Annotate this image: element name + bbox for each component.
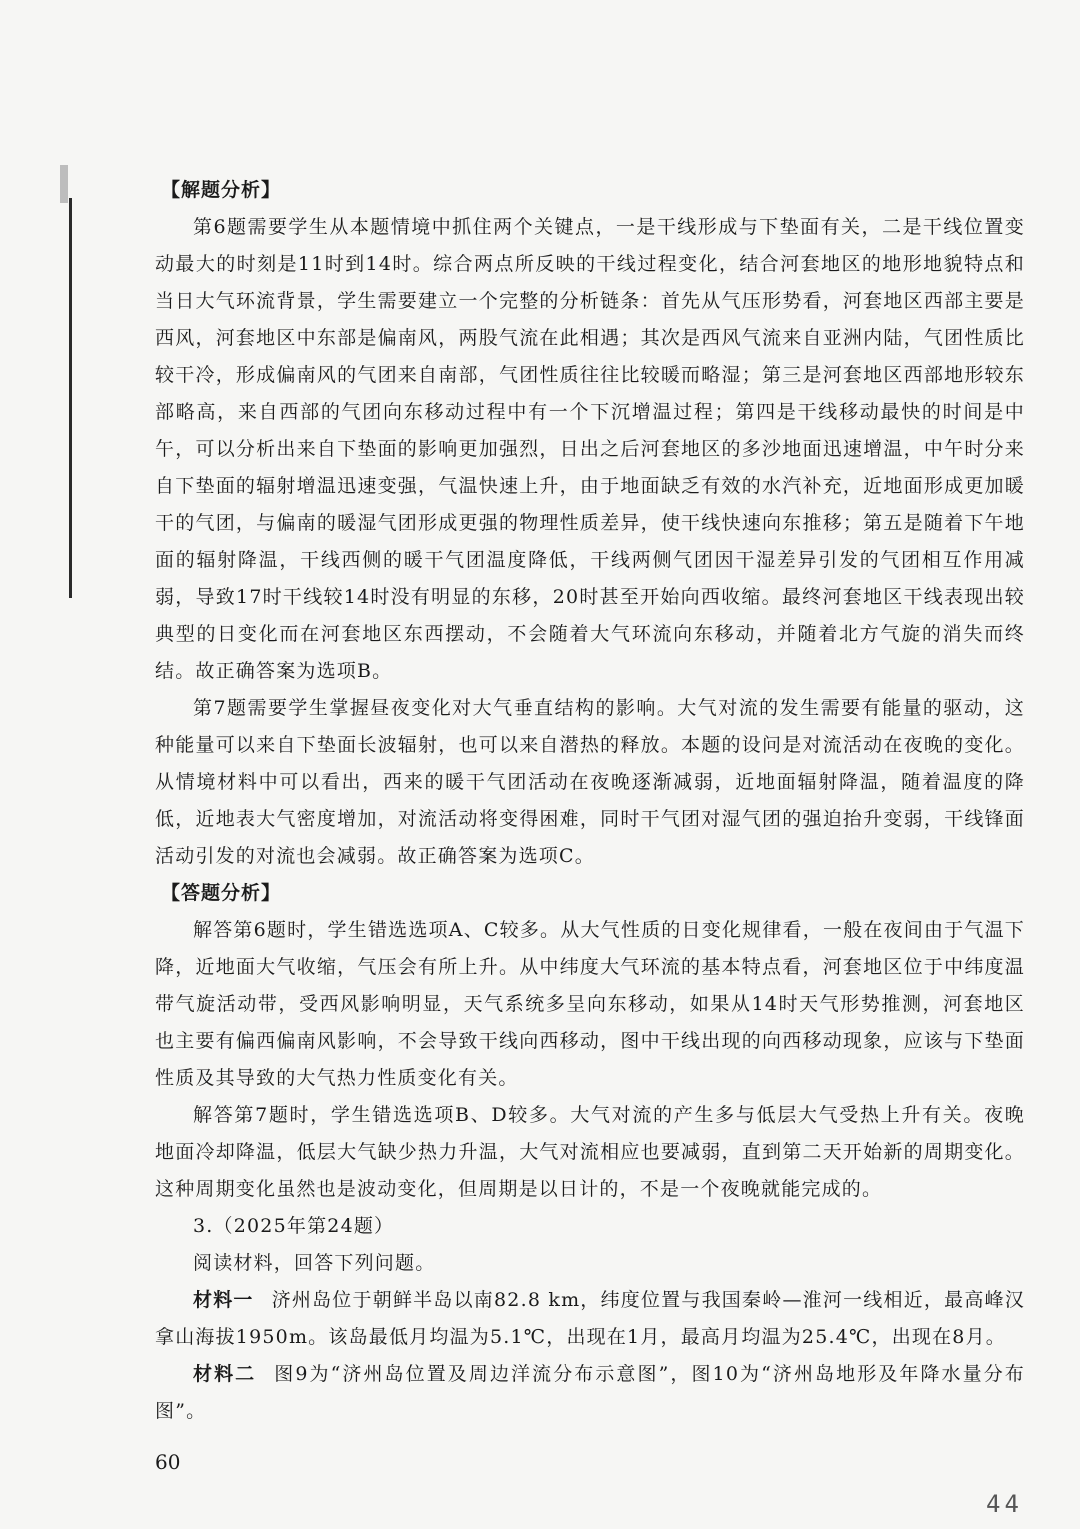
page-content: [155, 172, 1025, 1430]
material-1: [155, 1282, 1025, 1356]
answer-q7-paragraph: 解答第7题时，学生错选选项B、D较多。大气对流的产生多与低层大气受热上升有关。夜晚地面冷却降温，低层大气缺少热力升温，大气对流相应也要减弱，直到第二天开始新的周期变化。这种周期变化虽然也是波动变化，但周期是以日计的，不是一个夜晚就能完成的。: [155, 1104, 1025, 1200]
scan-number: 44: [986, 1490, 1023, 1518]
page-number: 60: [155, 1450, 181, 1474]
analysis-q6-paragraph: 第6题需要学生从本题情境中抓住两个关键点，一是干线形成与下垫面有关，二是干线位置变动最大的时刻是11时到14时。综合两点所反映的干线过程变化，结合河套地区的地形地貌特点和当日大气环流背景，学生需要建立一个完整的分析链条：首先从气压形势看，河套地区西部主要是西风，河套地区中东部是偏南风，两股气流在此相遇；其次是西风气流来自亚洲内陆，气团性质比较干冷，形成偏南风的气团来自南部，气团性质往往比较暖而略湿；第三是河套地区西部地形较东部略高，来自西部的气团向东移动过程中有一个下沉增温过程；第四是干线移动最快的时间是中午，可以分析出来自下垫面的影响更加强烈，日出之后河套地区的多沙地面迅速增温，中午时分来自下垫面的辐射增温迅速变强，气温快速上升，由于地面缺乏有效的水汽补充，近地面形成更加暖干的气团，与偏南的暖湿气团形成更强的物理性质差异，使干线快速向东推移；第五是随着下午地面的辐射降温，干线西侧的暖干气团温度降低，干线两侧气团因干湿差异引发的气团相互作用减弱，导致17时干线较14时没有明显的东移，20时甚至开始向西收缩。最终河套地区干线表现出较典型的日变化而在河套地区东西摆动，不会随着大气环流向东移动，并随着北方气旋的消失而终结。故正确答案为选项B。: [155, 216, 1025, 682]
analysis-heading: 【解题分析】: [161, 179, 282, 201]
material-2: [155, 1356, 1025, 1430]
analysis-q7-paragraph: 第7题需要学生掌握昼夜变化对大气垂直结构的影响。大气对流的发生需要有能量的驱动，这种能量可以来自下垫面长波辐射，也可以来自潜热的释放。本题的设问是对流活动在夜晚的变化。从情境材料中可以看出，西来的暖干气团活动在夜晚逐渐减弱，近地面辐射降温，随着温度的降低，近地表大气密度增加，对流活动将变得困难，同时干气团对湿气团的强迫抬升变弱，干线锋面活动引发的对流也会减弱。故正确答案为选项C。: [155, 697, 1025, 867]
material-1-text: 济州岛位于朝鲜半岛以南82.8 km，纬度位置与我国秦岭—淮河一线相近，最高峰汉拿山海拔1950m。该岛最低月均温为5.1℃，出现在1月，最高月均温为25.4℃，出现在8月。: [155, 1289, 1025, 1348]
answer-heading: 【答题分析】: [161, 882, 282, 904]
material-2-text: 图9为“济州岛位置及周边洋流分布示意图”，图10为“济州岛地形及年降水量分布图”。: [155, 1363, 1025, 1422]
margin-line: [69, 198, 72, 598]
binding-mark: [60, 165, 68, 203]
answer-q6-paragraph: 解答第6题时，学生错选选项A、C较多。从大气性质的日变化规律看，一般在夜间由于气温下降，近地面大气收缩，气压会有所上升。从中纬度大气环流的基本特点看，河套地区位于中纬度温带气旋活动带，受西风影响明显，天气系统多呈向东移动，如果从14时天气形势推测，河套地区也主要有偏西偏南风影响，不会导致干线向西移动，图中干线出现的向西移动现象，应该与下垫面性质及其导致的大气热力性质变化有关。: [155, 919, 1025, 1089]
material-1-label: 材料一: [193, 1289, 254, 1311]
question-3-instruction: 阅读材料，回答下列问题。: [193, 1252, 436, 1274]
material-2-label: 材料二: [193, 1363, 257, 1385]
question-3-title: 3.（2025年第24题）: [193, 1215, 395, 1237]
